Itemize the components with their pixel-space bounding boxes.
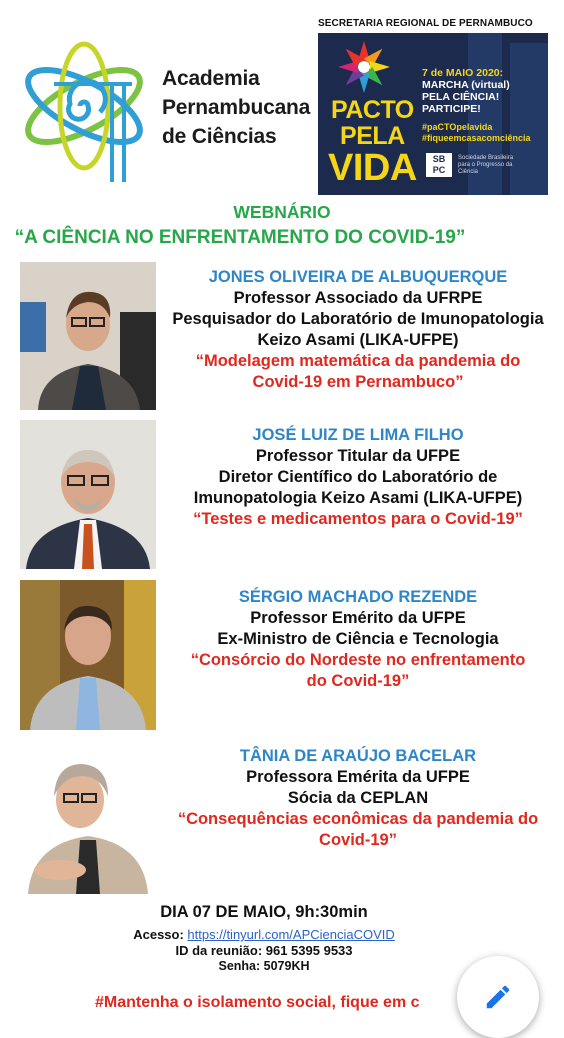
- academy-name-line1: Academia: [162, 67, 260, 90]
- speaker-talk: “Consequências econômicas da pandemia do: [177, 810, 539, 828]
- person-portrait-icon: [20, 580, 156, 730]
- speaker-photo: [20, 262, 156, 410]
- speaker-role: Ex-Ministro de Ciência e Tecnologia: [217, 630, 499, 648]
- speaker-info: [158, 425, 558, 530]
- sbpc-mark-line2: PC: [432, 165, 446, 175]
- speaker-role: Professora Emérita da UFPE: [246, 768, 470, 786]
- speaker-photo: [20, 580, 156, 730]
- speaker-role: Imunopatologia Keizo Asami (LIKA-UFPE): [193, 489, 523, 507]
- pela-word: PELA: [340, 122, 405, 150]
- speaker-role: Professor Emérito da UFPE: [250, 609, 466, 627]
- speaker-talk: do Covid-19”: [306, 672, 410, 690]
- speaker-name: SÉRGIO MACHADO REZENDE: [238, 588, 478, 606]
- march-line2: PELA CIÊNCIA!: [422, 91, 500, 103]
- pacto-word: PACTO: [331, 96, 414, 124]
- speaker-role: Diretor Científico do Laboratório de: [218, 468, 498, 486]
- hashtag-1: #paCTOpelavida: [422, 122, 493, 132]
- speaker-name: TÂNIA DE ARAÚJO BACELAR: [239, 747, 477, 765]
- vida-word: VIDA: [328, 147, 417, 189]
- person-portrait-icon: [20, 740, 156, 894]
- academy-name-line2: Pernambucana: [162, 96, 311, 119]
- march-line1: MARCHA (virtual): [422, 79, 510, 91]
- speaker-talk: “Modelagem matemática da pandemia do: [195, 352, 521, 370]
- event-title: “A CIÊNCIA NO ENFRENTAMENTO DO COVID-19”: [14, 227, 466, 248]
- sbpc-description: Sociedade Brasileira para o Progresso da Ciência: [458, 154, 514, 175]
- edit-fab-button[interactable]: [457, 956, 539, 1038]
- sbpc-mark-line1: SB: [432, 154, 446, 164]
- access-link[interactable]: https://tinyurl.com/APCienciaCOVID: [187, 927, 395, 942]
- banner-header: SECRETARIA REGIONAL DE PERNAMBUCO: [318, 18, 533, 29]
- speaker-name: JOSÉ LUIZ DE LIMA FILHO: [252, 426, 464, 444]
- march-line3: PARTICIPE!: [422, 103, 481, 115]
- pencil-icon: [483, 982, 513, 1012]
- meeting-password: Senha: 5079KH: [218, 959, 310, 973]
- pacto-pela-vida-banner: [318, 33, 548, 195]
- atom-logo-icon: [14, 34, 160, 184]
- speaker-info: [158, 267, 558, 393]
- access-line: [0, 927, 528, 942]
- speaker-name: JONES OLIVEIRA DE ALBUQUERQUE: [208, 268, 508, 286]
- speaker-role: Professor Titular da UFPE: [255, 447, 461, 465]
- speaker-role: Professor Associado da UFRPE: [233, 289, 483, 307]
- march-date: 7 de MAIO 2020:: [422, 67, 504, 79]
- hashtag-2: #fiqueemcasacomciência: [422, 133, 531, 143]
- speaker-role: Keizo Asami (LIKA-UFPE): [257, 331, 459, 349]
- speaker-role: Pesquisador do Laboratório de Imunopatologia: [172, 310, 544, 328]
- hashtags: [422, 122, 531, 144]
- event-date: DIA 07 DE MAIO, 9h:30min: [160, 903, 368, 921]
- academy-name-line3: de Ciências: [162, 125, 277, 148]
- meeting-id: ID da reunião: 961 5395 9533: [175, 943, 353, 958]
- march-info: [422, 67, 546, 115]
- academy-logo: [14, 34, 160, 184]
- speaker-photo: [20, 420, 156, 569]
- speaker-info: [158, 746, 558, 851]
- star-emblem-icon: [334, 39, 394, 95]
- isolation-message: #Mantenha o isolamento social, fique em c: [95, 994, 420, 1011]
- speaker-talk: “Consórcio do Nordeste no enfrentamento: [190, 651, 526, 669]
- sbpc-logo: [426, 153, 518, 177]
- person-portrait-icon: [20, 262, 156, 410]
- sbpc-mark: [426, 153, 452, 177]
- academy-name: [162, 64, 310, 151]
- speaker-photo: [20, 740, 156, 894]
- speaker-role: Sócia da CEPLAN: [287, 789, 429, 807]
- speaker-talk: Covid-19”: [319, 831, 397, 849]
- person-portrait-icon: [20, 420, 156, 569]
- speaker-talk: “Testes e medicamentos para o Covid-19”: [193, 510, 523, 528]
- access-label: Acesso:: [133, 927, 184, 942]
- speaker-info: [158, 587, 558, 692]
- event-type: WEBNÁRIO: [233, 202, 331, 222]
- pacto-pela-vida-title: [328, 97, 417, 187]
- speaker-talk: Covid-19 em Pernambuco”: [252, 373, 464, 391]
